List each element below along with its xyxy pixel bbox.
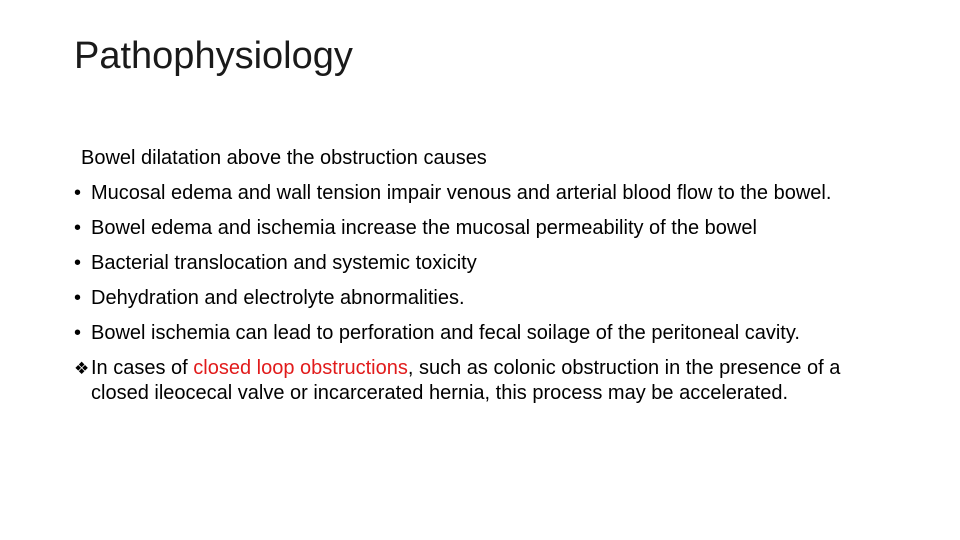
- bullet-dot-icon: •: [74, 322, 82, 344]
- slide-title: Pathophysiology: [74, 35, 353, 77]
- bullet-item: [74, 321, 894, 346]
- bullet-dot-icon: •: [74, 182, 82, 204]
- bullet-text: Bowel edema and ischemia increase the mucosal permeability of the bowel: [91, 217, 757, 239]
- bullet-dot-icon: •: [74, 252, 82, 274]
- note-highlight: closed loop obstructions: [193, 357, 408, 379]
- bullet-item: [74, 251, 894, 276]
- slide-body: [74, 146, 894, 406]
- bullet-dot-icon: •: [74, 217, 82, 239]
- bullet-item: [74, 181, 894, 206]
- intro-text: Bowel dilatation above the obstruction causes: [81, 147, 487, 169]
- note-text-after: , such as colonic obstruction in the presence of a closed ileocecal valve or incarcerated hernia, this process may be accelerated.: [91, 357, 841, 404]
- bullet-text: Dehydration and electrolyte abnormalities.: [91, 287, 465, 309]
- bullet-text: Bowel ischemia can lead to perforation and fecal soilage of the peritoneal cavity.: [91, 322, 800, 344]
- bullet-text: Bacterial translocation and systemic toxicity: [91, 252, 477, 274]
- bullet-item: [74, 216, 894, 241]
- bullet-text: Mucosal edema and wall tension impair venous and arterial blood flow to the bowel.: [91, 182, 832, 204]
- bullet-list: [74, 181, 894, 346]
- diamond-bullet-icon: ❖: [74, 359, 90, 378]
- note-paragraph: [74, 356, 894, 406]
- note-text-before: In cases of: [91, 357, 194, 379]
- bullet-dot-icon: •: [74, 287, 82, 309]
- bullet-item: [74, 286, 894, 311]
